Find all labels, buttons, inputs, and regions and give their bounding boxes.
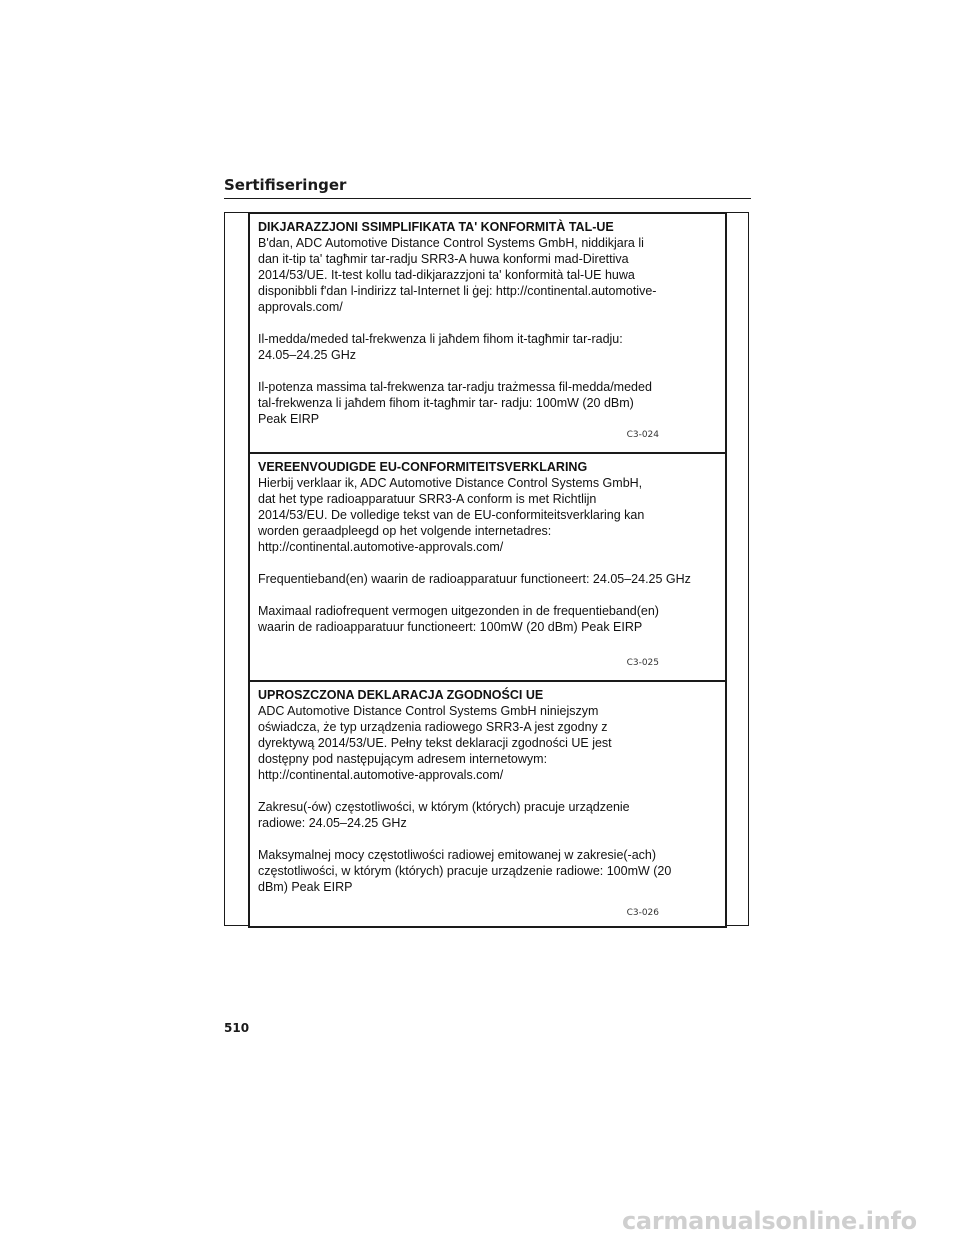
- certificate-title: UPROSZCZONA DEKLARACJA ZGODNOŚCI UE: [258, 688, 544, 702]
- certificate-paragraph: ADC Automotive Distance Control Systems GmbH niniejszym oświadcza, że typ urządzenia radiowego SRR3-A jest zgodny z dyrektywą 2014/53/UE. Pełny tekst deklaracji zgodności UE jest dostępny pod następującym adresem internetowym: http://continental.automotive-approvals.com/: [258, 704, 612, 782]
- certificate-title: DIKJARAZZJONI SSIMPLIFIKATA TA' KONFORMITÀ TAL-UE: [258, 220, 614, 234]
- certificate-code: C3-024: [626, 430, 659, 440]
- certificate-box-polish: [248, 680, 727, 928]
- certificate-paragraph: Zakresu(-ów) częstotliwości, w którym (których) pracuje urządzenie radiowe: 24.05–24.25 GHz: [258, 800, 630, 830]
- page-number: 510: [224, 1021, 250, 1035]
- watermark: carmanualsonline.info: [622, 1207, 917, 1235]
- certificate-paragraph: Il-medda/meded tal-frekwenza li jaħdem fihom it-tagħmir tar-radju: 24.05–24.25 GHz: [258, 332, 623, 362]
- certificate-paragraph: Il-potenza massima tal-frekwenza tar-radju trażmessa fil-medda/meded tal-frekwenza li jaħdem fihom it-tagħmir tar- radju: 100mW (20 dBm) Peak EIRP: [258, 380, 652, 426]
- certificate-title: VEREENVOUDIGDE EU-CONFORMITEITSVERKLARING: [258, 460, 588, 474]
- certificate-paragraph: Maximaal radiofrequent vermogen uitgezonden in de frequentieband(en) waarin de radioapparatuur functioneert: 100mW (20 dBm) Peak EIRP: [258, 604, 659, 634]
- certificate-paragraph: Frequentieband(en) waarin de radioapparatuur functioneert: 24.05–24.25 GHz: [258, 572, 691, 586]
- certificate-code: C3-026: [626, 908, 659, 918]
- certificate-code: C3-025: [626, 658, 659, 668]
- certificate-paragraph: Maksymalnej mocy częstotliwości radiowej emitowanej w zakresie(-ach) częstotliwości, w którym (których) pracuje urządzenie radiowe: 100mW (20 dBm) Peak EIRP: [258, 848, 672, 894]
- section-divider: [224, 198, 751, 199]
- certificate-paragraph: Hierbij verklaar ik, ADC Automotive Distance Control Systems GmbH, dat het type radioapparatuur SRR3-A conform is met Richtlijn 2014/53/EU. De volledige tekst van de EU-conformiteitsverklaring kan worden geraadpleegd op het volgende internetadres: http://continental.automotive-approvals.com/: [258, 476, 645, 554]
- certificate-box-maltese: [248, 212, 727, 454]
- certificate-paragraph: B'dan, ADC Automotive Distance Control Systems GmbH, niddikjara li dan it-tip ta' tagħmir tar-radju SRR3-A huwa konformi mad-Direttiva 2014/53/UE. It-test kollu tad-dikjarazzjoni ta' konformità tal-UE huwa disponibbli f'dan l-indirizz tal-Internet li ġej: http://continental.automotive-approvals.com/: [258, 236, 657, 314]
- section-title: Sertifiseringer: [224, 176, 347, 194]
- certificate-box-dutch: [248, 452, 727, 682]
